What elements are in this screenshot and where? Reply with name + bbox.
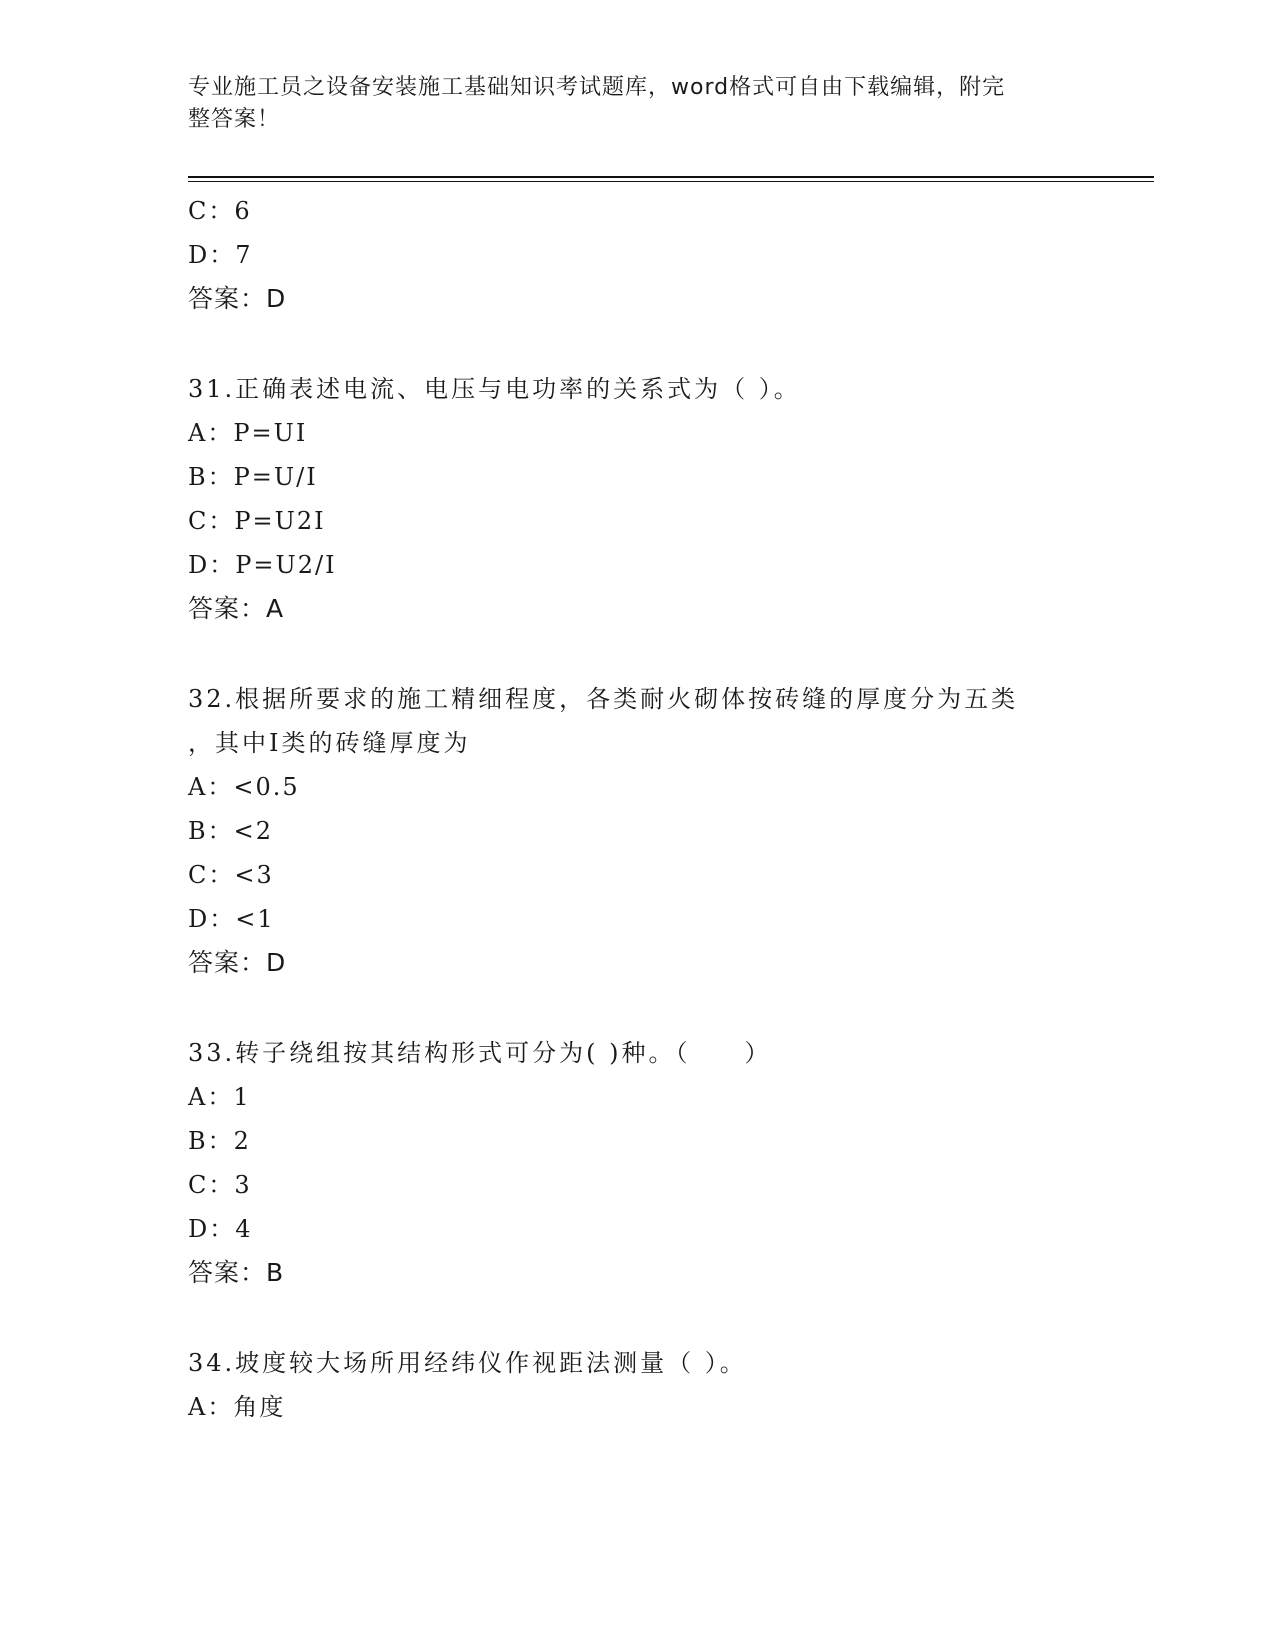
question-32-option-d: D：<1	[188, 905, 275, 933]
question-32-option-a: A：<0.5	[188, 773, 300, 801]
header-line-2: 整答案！	[188, 107, 281, 132]
question-33-option-b: B：2	[188, 1127, 251, 1155]
question-31-option-b: B：P=U/I	[188, 463, 318, 491]
question-31-stem: 31.正确表述电流、电压与电功率的关系式为（ ）。	[188, 375, 801, 403]
header-rule-thin	[188, 181, 1154, 182]
question-32-option-c: C：<3	[188, 861, 274, 889]
question-33-option-c: C：3	[188, 1171, 252, 1199]
header-rule-thick	[188, 176, 1154, 178]
question-34-option-a: A：角度	[188, 1393, 286, 1421]
question-34-stem: 34.坡度较大场所用经纬仪作视距法测量（ ）。	[188, 1349, 747, 1377]
question-32-stem-line-2: ，其中Ⅰ类的砖缝厚度为	[188, 729, 471, 757]
question-31-option-a: A：P=UI	[188, 419, 308, 447]
question-32-option-b: B：<2	[188, 817, 274, 845]
header-line-1: 专业施工员之设备安装施工基础知识考试题库，word格式可自由下载编辑，附完	[188, 75, 1006, 100]
question-31-option-c: C：P=U2I	[188, 507, 326, 535]
question-32-stem-line-1: 32.根据所要求的施工精细程度，各类耐火砌体按砖缝的厚度分为五类	[188, 685, 1019, 713]
question-31-option-d: D：P=U2/I	[188, 551, 337, 579]
prev-answer: 答案：D	[188, 284, 287, 313]
question-31-answer: 答案：A	[188, 594, 285, 623]
prev-option-c: C：6	[188, 197, 252, 225]
question-33-answer: 答案：B	[188, 1258, 285, 1287]
question-33-option-a: A：1	[188, 1083, 251, 1111]
prev-option-d: D：7	[188, 241, 253, 269]
document-header	[188, 72, 1088, 136]
question-33-stem: 33.转子绕组按其结构形式可分为( )种。（ ）	[188, 1039, 772, 1067]
question-32-answer: 答案：D	[188, 948, 287, 977]
question-33-option-d: D：4	[188, 1215, 253, 1243]
